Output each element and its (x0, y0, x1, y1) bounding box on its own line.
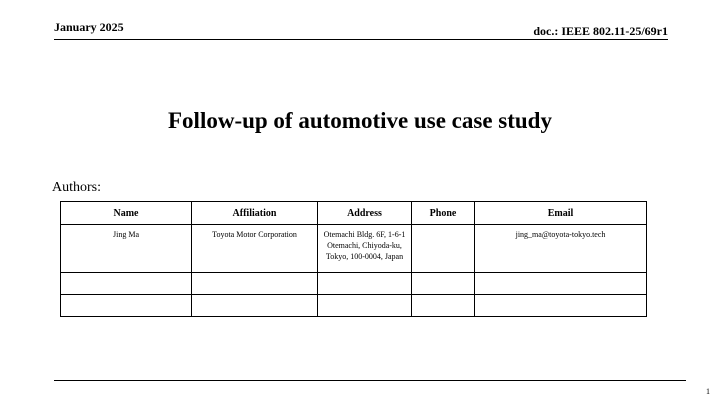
author-phone-cell (412, 225, 475, 273)
author-email-cell: jing_ma@toyota-tokyo.tech (475, 225, 647, 273)
author-address-cell: Otemachi Bldg. 6F, 1-6-1 Otemachi, Chiyoda-ku, Tokyo, 100-0004, Japan (318, 225, 412, 273)
table-header-row (61, 202, 647, 225)
column-header-phone: Phone (412, 202, 475, 225)
header-date: January 2025 (54, 20, 124, 34)
author-email-cell (475, 273, 647, 295)
author-name-cell (61, 273, 192, 295)
column-header-email: Email (475, 202, 647, 225)
author-affiliation-cell: Toyota Motor Corporation (192, 225, 318, 273)
author-address-cell (318, 273, 412, 295)
author-name-cell: Jing Ma (61, 225, 192, 273)
author-phone-cell (412, 273, 475, 295)
author-affiliation-cell (192, 295, 318, 317)
authors-table (60, 201, 647, 317)
table-row (61, 273, 647, 295)
author-phone-cell (412, 295, 475, 317)
page-number: 1 (706, 387, 710, 396)
authors-label: Authors: (52, 180, 101, 195)
table-row (61, 295, 647, 317)
footer-divider (54, 380, 686, 381)
author-email-cell (475, 295, 647, 317)
header-doc-id: doc.: IEEE 802.11-25/69r1 (533, 24, 668, 38)
slide-title: Follow-up of automotive use case study (168, 108, 552, 133)
author-name-cell (61, 295, 192, 317)
author-affiliation-cell (192, 273, 318, 295)
column-header-affiliation: Affiliation (192, 202, 318, 225)
column-header-name: Name (61, 202, 192, 225)
column-header-address: Address (318, 202, 412, 225)
header-divider (54, 39, 668, 40)
table-row (61, 225, 647, 273)
author-address-cell (318, 295, 412, 317)
